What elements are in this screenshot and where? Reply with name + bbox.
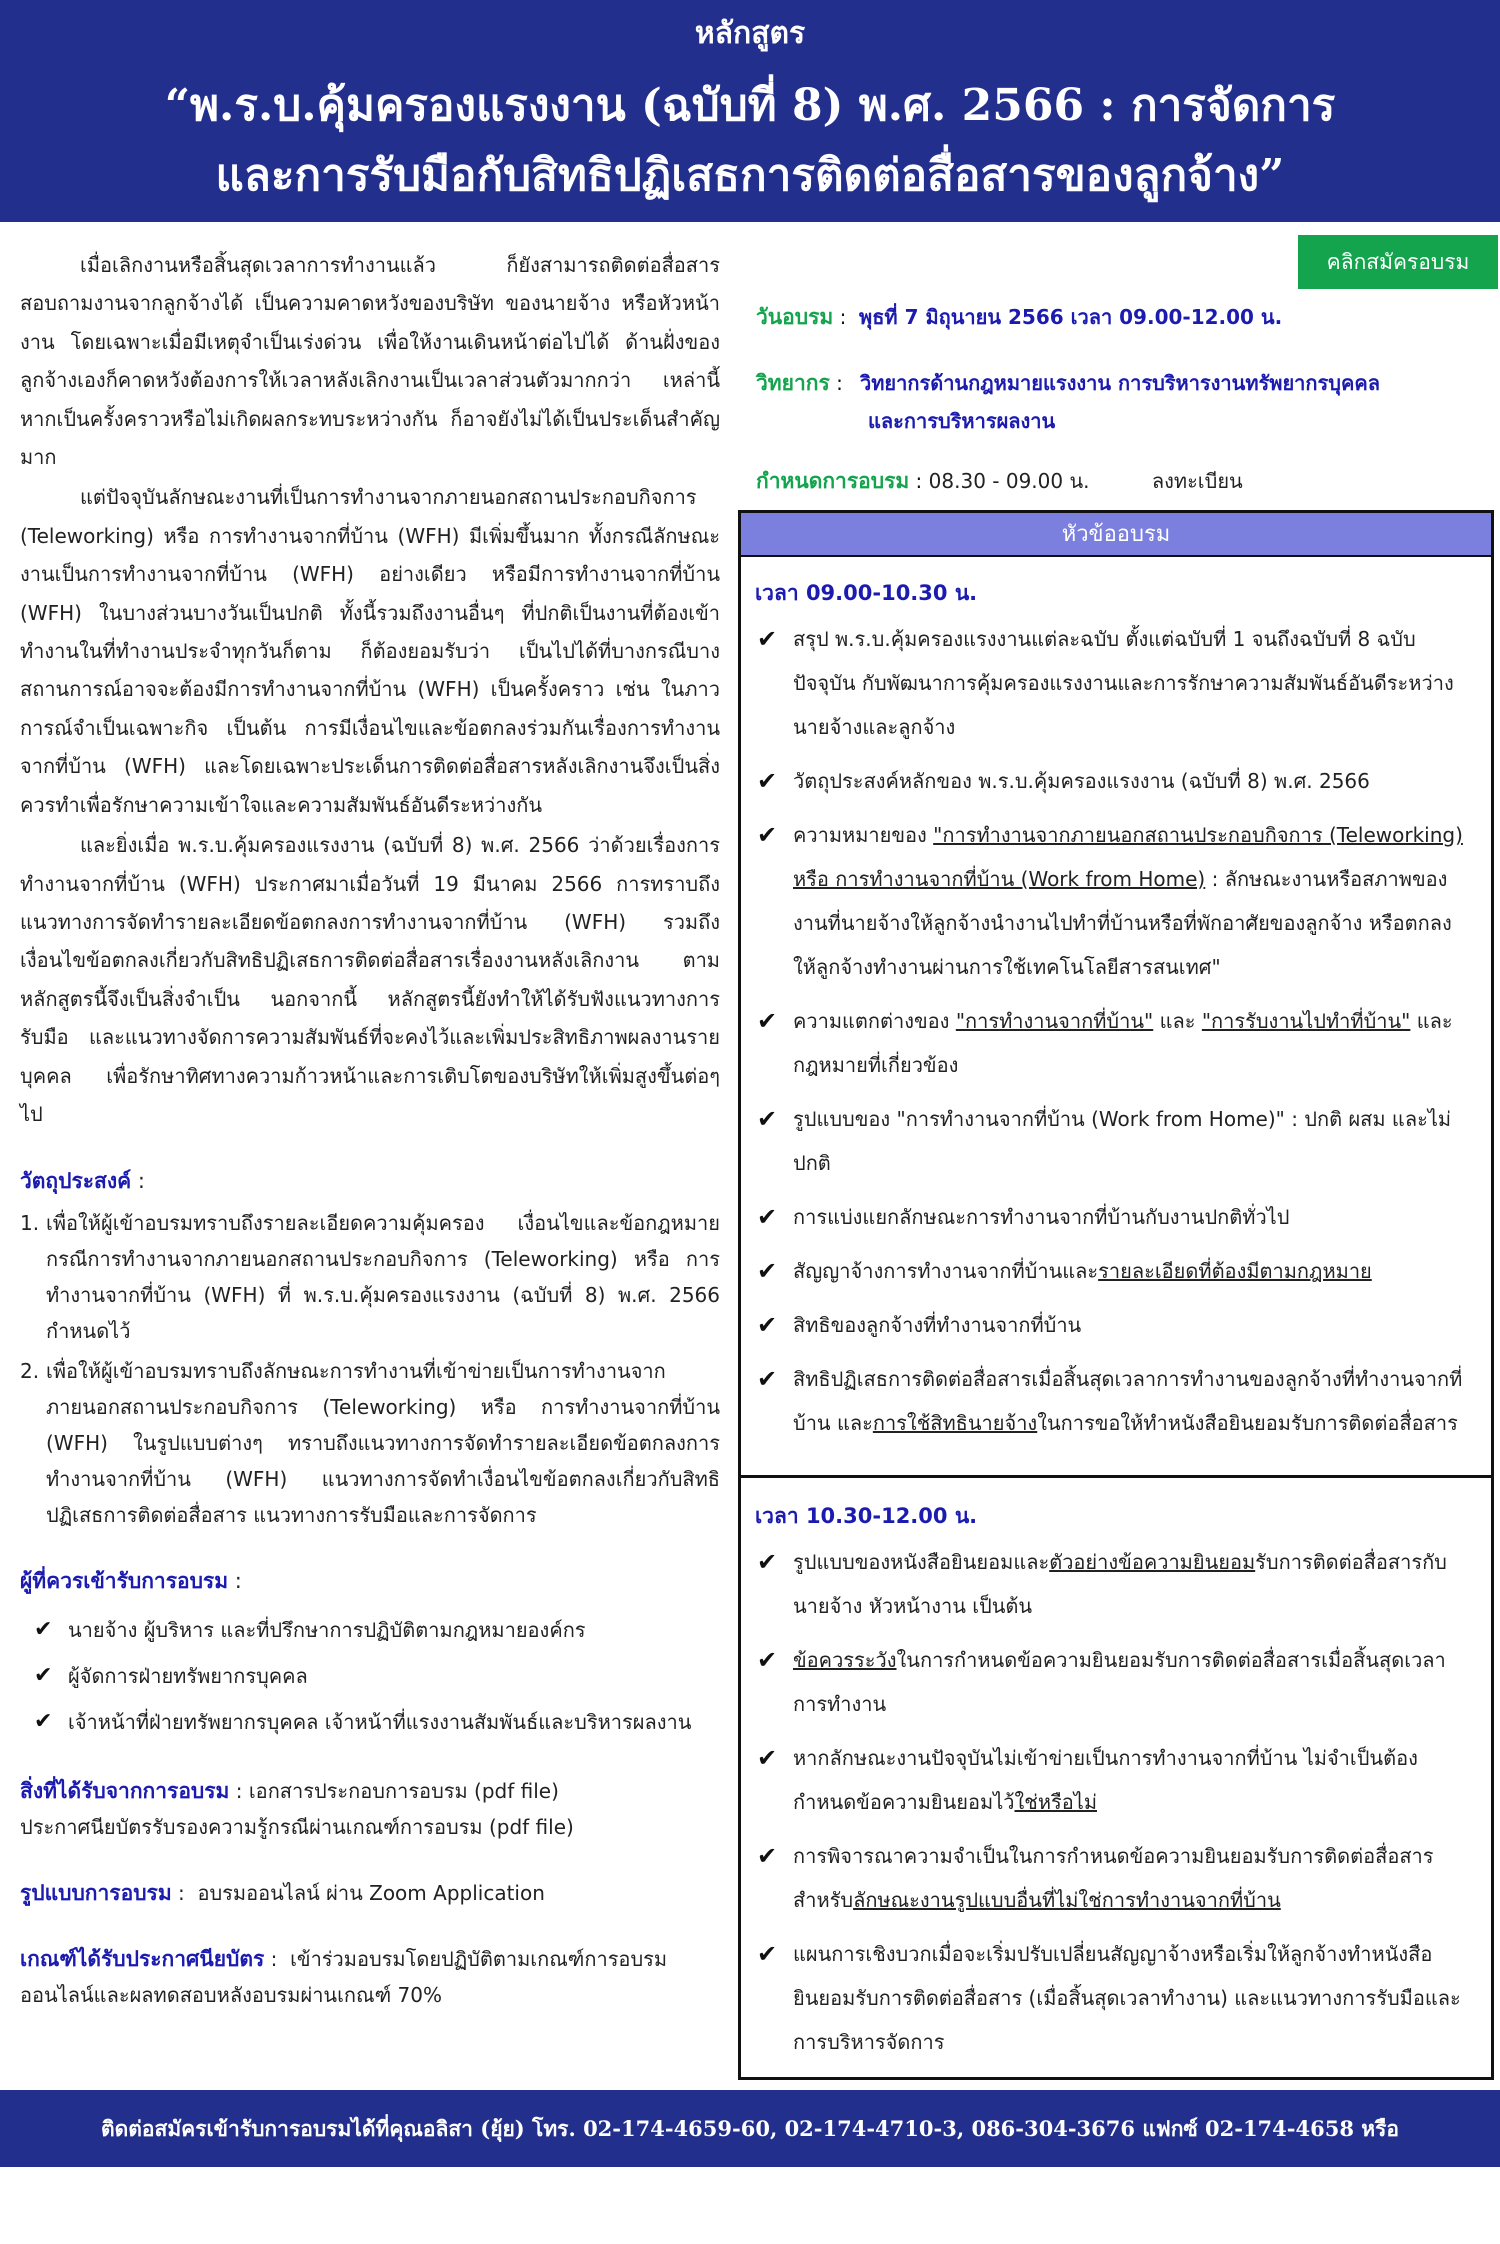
training-date-label: วันอบรม [756,305,834,329]
speaker-line2: และการบริหารผลงาน [868,409,1056,433]
check-icon: ✔ [757,1548,778,1576]
format-label: รูปแบบการอบรม [20,1881,172,1906]
audience-item: ✔ ผู้จัดการฝ่ายทรัพยากรบุคคล [20,1653,720,1699]
block1-time: เวลา 09.00-10.30 น. [755,581,978,605]
objective-item: 2. เพื่อให้ผู้เข้าอบรมทราบถึงลักษณะการทำงานที่เข้าข่ายเป็นการทำงานจากภายนอกสถานประกอบกิจการ (Teleworking) หรือ การทำงานจากที่บ้าน (WFH) ในรูปแบบต่างๆ ทราบถึงแนวทางการจัดทำรายละเอียดข้อตกลงการทำงานจากที่บ้าน (WFH) แนวทางการจัดทำเงื่อนไขข้อตกลงเกี่ยวกับสิทธิปฏิเสธการติดต่อสื่อสาร แนวทางการรับมือและการจัดการ [20,1359,720,1528]
check-icon: ✔ [757,1311,778,1339]
check-icon: ✔ [757,821,778,849]
check-icon: ✔ [757,1105,778,1133]
certificate-value: เข้าร่วมอบรมโดยปฏิบัติตามเกณฑ์การอบรมออนไลน์และผลทดสอบหลังอบรมผ่านเกณฑ์ 70% [20,1947,668,2008]
training-date-row: วันอบรม : พุธที่ 7 มิถุนายน 2566 เวลา 09.00-12.00 น. [756,305,1283,329]
check-icon: ✔ [757,767,778,795]
speaker-row: วิทยากร : วิทยากรด้านกฎหมายแรงงาน การบริหารงานทรัพยากรบุคคล และการบริหารผลงาน [756,364,1486,440]
check-icon: ✔ [757,1203,778,1231]
topic-item: ✔ การพิจารณาความจำเป็นในการกำหนดข้อความยินยอมรับการติดต่อสื่อสารสำหรับลักษณะงานรูปแบบอื่นที่ไม่ใช่การทำงานจากที่บ้าน [755,1834,1473,1922]
topic-item: ✔ สัญญาจ้างการทำงานจากที่บ้านและรายละเอียดที่ต้องมีตามกฎหมาย [755,1249,1473,1293]
audience-item: ✔ นายจ้าง ผู้บริหาร และที่ปรึกษาการปฏิบัติตามกฎหมายองค์กร [20,1607,720,1653]
topic-item: ✔ วัตถุประสงค์หลักของ พ.ร.บ.คุ้มครองแรงงาน (ฉบับที่ 8) พ.ศ. 2566 [755,759,1473,803]
speaker-label: วิทยากร [756,371,830,395]
contact-footer: ติดต่อสมัครเข้ารับการอบรมได้ที่คุณอลิสา (ยุ้ย) โทร. 02-174-4659-60, 02-174-4710-3, 086-304-3676 แฟกซ์ 02-174-4658 หรือ myadmin@siamsafety.com [0,2090,1500,2167]
check-icon: ✔ [757,1007,778,1035]
topic-item: ✔ ข้อควรระวังในการกำหนดข้อความยินยอมรับการติดต่อสื่อสารเมื่อสิ้นสุดเวลาการทำงาน [755,1638,1473,1726]
certificate-section: เกณฑ์ได้รับประกาศนียบัตร : เข้าร่วมอบรมโดยปฏิบัติตามเกณฑ์การอบรมออนไลน์และผลทดสอบหลังอบรมผ่านเกณฑ์ 70% [20,1947,668,2008]
format-value: อบรมออนไลน์ ผ่าน Zoom Application [197,1881,545,1906]
course-title-line1: “พ.ร.บ.คุ้มครองแรงงาน (ฉบับที่ 8) พ.ศ. 2566 : การจัดการ [164,80,1336,131]
topic-item: ✔ ความหมายของ "การทำงานจากภายนอกสถานประกอบกิจการ (Teleworking) หรือ การทำงานจากที่บ้าน (Work from Home) : ลักษณะงานหรือสภาพของงานที่นายจ้างให้ลูกจ้างนำงานไปทำที่บ้านหรือที่พักอาศัยของลูกจ้าง หรือตกลงให้ลูกจ้างทำงานผ่านการใช้เทคโนโลยีสารสนเทศ" [755,813,1473,989]
topic-item: ✔ สิทธิปฏิเสธการติดต่อสื่อสารเมื่อสิ้นสุดเวลาการทำงานของลูกจ้างที่ทำงานจากที่บ้าน และการใช้สิทธินายจ้างในการขอให้ทำหนังสือยินยอมรับการติดต่อสื่อสาร [755,1357,1473,1445]
check-icon: ✔ [757,1257,778,1285]
certificate-label: เกณฑ์ได้รับประกาศนียบัตร [20,1947,265,1972]
objectives-list [20,1205,720,1533]
intro-paragraph-1: เมื่อเลิกงานหรือสิ้นสุดเวลาการทำงานแล้ว ก็ยังสามารถติดต่อสื่อสาร สอบถามงานจากลูกจ้างได้ เป็นความคาดหวังของบริษัท ของนายจ้าง หรือหัวหน้างาน โดยเฉพาะเมื่อมีเหตุจำเป็นเร่งด่วน เพื่อให้งานเดินหน้าต่อไปได้ ด้านฝั่งของลูกจ้างเองก็คาดหวังต้องการให้เวลาหลังเลิกงานเป็นเวลาส่วนตัวมากกว่า เหล่านี้หากเป็นครั้งคราวหรือไม่เกิดผลกระทบระหว่างกัน ก็อาจยังไม่ได้เป็นประเด็นสำคัญมาก [20,253,720,470]
benefits-section: สิ่งที่ได้รับจากการอบรม : เอกสารประกอบการอบรม (pdf file) ประกาศนียบัตรรับรองความรู้กรณีผ่านเกณฑ์การอบรม (pdf file) [20,1773,720,1845]
objectives-heading: วัตถุประสงค์ : [20,1169,145,1194]
apply-button[interactable]: คลิกสมัครอบรม [1298,235,1498,289]
topics-box [738,510,1494,2080]
speaker-line1: วิทยากรด้านกฎหมายแรงงาน การบริหารงานทรัพยากรบุคคล [860,371,1380,395]
topic-item: ✔ แผนการเชิงบวกเมื่อจะเริ่มปรับเปลี่ยนสัญญาจ้างหรือเริ่มให้ลูกจ้างทำหนังสือยินยอมรับการติดต่อสื่อสาร (เมื่อสิ้นสุดเวลาทำงาน) และแนวทางการรับมือและการบริหารจัดการ [755,1932,1473,2064]
topic-item: ✔ รูปแบบของหนังสือยินยอมและตัวอย่างข้อความยินยอมรับการติดต่อสื่อสารกับนายจ้าง หัวหน้างาน เป็นต้น [755,1540,1473,1628]
schedule-label: กำหนดการอบรม [756,469,910,493]
check-icon: ✔ [757,1365,778,1393]
benefits-line2: ประกาศนียบัตรรับรองความรู้กรณีผ่านเกณฑ์การอบรม (pdf file) [20,1815,574,1840]
check-icon: ✔ [757,1744,778,1772]
topic-item: ✔ ความแตกต่างของ "การทำงานจากที่บ้าน" และ "การรับงานไปทำที่บ้าน" และกฎหมายที่เกี่ยวข้อง [755,999,1473,1087]
audience-list [20,1607,720,1745]
schedule-activity: ลงทะเบียน [1151,469,1243,493]
topics-caption: หัวข้ออบรม [741,513,1491,557]
intro-paragraph-3: และยิ่งเมื่อ พ.ร.บ.คุ้มครองแรงงาน (ฉบับที่ 8) พ.ศ. 2566 ว่าด้วยเรื่องการทำงานจากที่บ้าน (WFH) ประกาศมาเมื่อวันที่ 19 มีนาคม 2566 การทราบถึงแนวทางการจัดทำรายละเอียดข้อตกลงการทำงานจากที่บ้าน (WFH) รวมถึงเงื่อนไขข้อตกลงเกี่ยวกับสิทธิปฏิเสธการติดต่อสื่อสารเรื่องงานหลังเลิกงาน ตามหลักสูตรนี้จึงเป็นสิ่งจำเป็น นอกจากนี้ หลักสูตรนี้ยังทำให้ได้รับฟังแนวทางการรับมือ และแนวทางจัดการความสัมพันธ์ที่จะคงไว้และเพิ่มประสิทธิภาพผลงานรายบุคคล เพื่อรักษาทิศทางความก้าวหน้าและการเติบโตของบริษัทให้เพิ่มสูงขึ้นต่อๆ ไป [20,833,720,1126]
topic-item: ✔ สิทธิของลูกจ้างที่ทำงานจากที่บ้าน [755,1303,1473,1347]
training-date-value: พุธที่ 7 มิถุนายน 2566 เวลา 09.00-12.00 น. [859,305,1283,329]
benefits-line1: เอกสารประกอบการอบรม (pdf file) [248,1779,559,1804]
intro-paragraph-2: แต่ปัจจุบันลักษณะงานที่เป็นการทำงานจากภายนอกสถานประกอบกิจการ (Teleworking) หรือ การทำงานจากที่บ้าน (WFH) มีเพิ่มขึ้นมาก ทั้งกรณีลักษณะงานเป็นการทำงานจากที่บ้าน (WFH) อย่างเดียว หรือมีการทำงานจากที่บ้าน (WFH) ในบางส่วนบางวันเป็นปกติ ทั้งนี้รวมถึงงานอื่นๆ ที่ปกติเป็นงานที่ต้องเข้าทำงานในที่ทำงานประจำทุกวันก็ตาม ก็ต้องยอมรับว่า เป็นไปได้ที่บางกรณีบางสถานการณ์อาจจะต้องมีการทำงานจากที่บ้าน (WFH) เป็นครั้งคราว เช่น ในภาวการณ์จำเป็นเฉพาะกิจ เป็นต้น การมีเงื่อนไขและข้อตกลงร่วมกันเรื่องการทำงานจากที่บ้าน (WFH) และโดยเฉพาะประเด็นการติดต่อสื่อสารหลังเลิกงานจึงเป็นสิ่งควรทำเพื่อรักษาความเข้าใจและความสัมพันธ์อันดีระหว่างกัน [20,485,720,817]
check-icon: ✔ [34,1663,53,1689]
topics-block-morning [741,573,1491,1455]
check-icon: ✔ [34,1617,53,1643]
check-icon: ✔ [757,625,778,653]
course-title-line2: และการรับมือกับสิทธิปฏิเสธการติดต่อสื่อสารของลูกจ้าง” [215,150,1285,201]
objective-item: 1. เพื่อให้ผู้เข้าอบรมทราบถึงรายละเอียดความคุ้มครอง เงื่อนไขและข้อกฎหมายกรณีการทำงานจากภายนอกสถานประกอบกิจการ (Teleworking) หรือ การทำงานจากที่บ้าน (WFH) ที่ พ.ร.บ.คุ้มครองแรงงาน (ฉบับที่ 8) พ.ศ. 2566 กำหนดไว้ [20,1211,720,1344]
audience-heading: ผู้ที่ควรเข้ารับการอบรม : [20,1569,242,1594]
left-column [20,246,720,2013]
format-section: รูปแบบการอบรม : อบรมออนไลน์ ผ่าน Zoom Application [20,1881,545,1906]
check-icon: ✔ [757,1646,778,1674]
schedule-row: กำหนดการอบรม : 08.30 - 09.00 น. ลงทะเบียน [756,469,1243,493]
topics-block-late-morning [741,1475,1491,2074]
topic-item: ✔ สรุป พ.ร.บ.คุ้มครองแรงงานแต่ละฉบับ ตั้งแต่ฉบับที่ 1 จนถึงฉบับที่ 8 ฉบับปัจจุบัน กับพัฒนาการคุ้มครองแรงงานและการรักษาความสัมพันธ์อันดีระหว่างนายจ้างและลูกจ้าง [755,617,1473,749]
topic-item: ✔ การแบ่งแยกลักษณะการทำงานจากที่บ้านกับงานปกติทั่วไป [755,1195,1473,1239]
check-icon: ✔ [757,1940,778,1968]
course-kicker: หลักสูตร [694,16,806,51]
benefits-label: สิ่งที่ได้รับจากการอบรม [20,1779,230,1804]
schedule-time: 08.30 - 09.00 น. [928,469,1090,493]
topic-item: ✔ รูปแบบของ "การทำงานจากที่บ้าน (Work from Home)" : ปกติ ผสม และไม่ปกติ [755,1097,1473,1185]
block2-time: เวลา 10.30-12.00 น. [755,1504,978,1528]
audience-item: ✔ เจ้าหน้าที่ฝ่ายทรัพยากรบุคคล เจ้าหน้าที่แรงงานสัมพันธ์และบริหารผลงาน [20,1699,720,1745]
header-banner [0,0,1500,222]
topic-item: ✔ หากลักษณะงานปัจจุบันไม่เข้าข่ายเป็นการทำงานจากที่บ้าน ไม่จำเป็นต้องกำหนดข้อความยินยอมไว้ใช่หรือไม่ [755,1736,1473,1824]
check-icon: ✔ [34,1709,53,1735]
check-icon: ✔ [757,1842,778,1870]
